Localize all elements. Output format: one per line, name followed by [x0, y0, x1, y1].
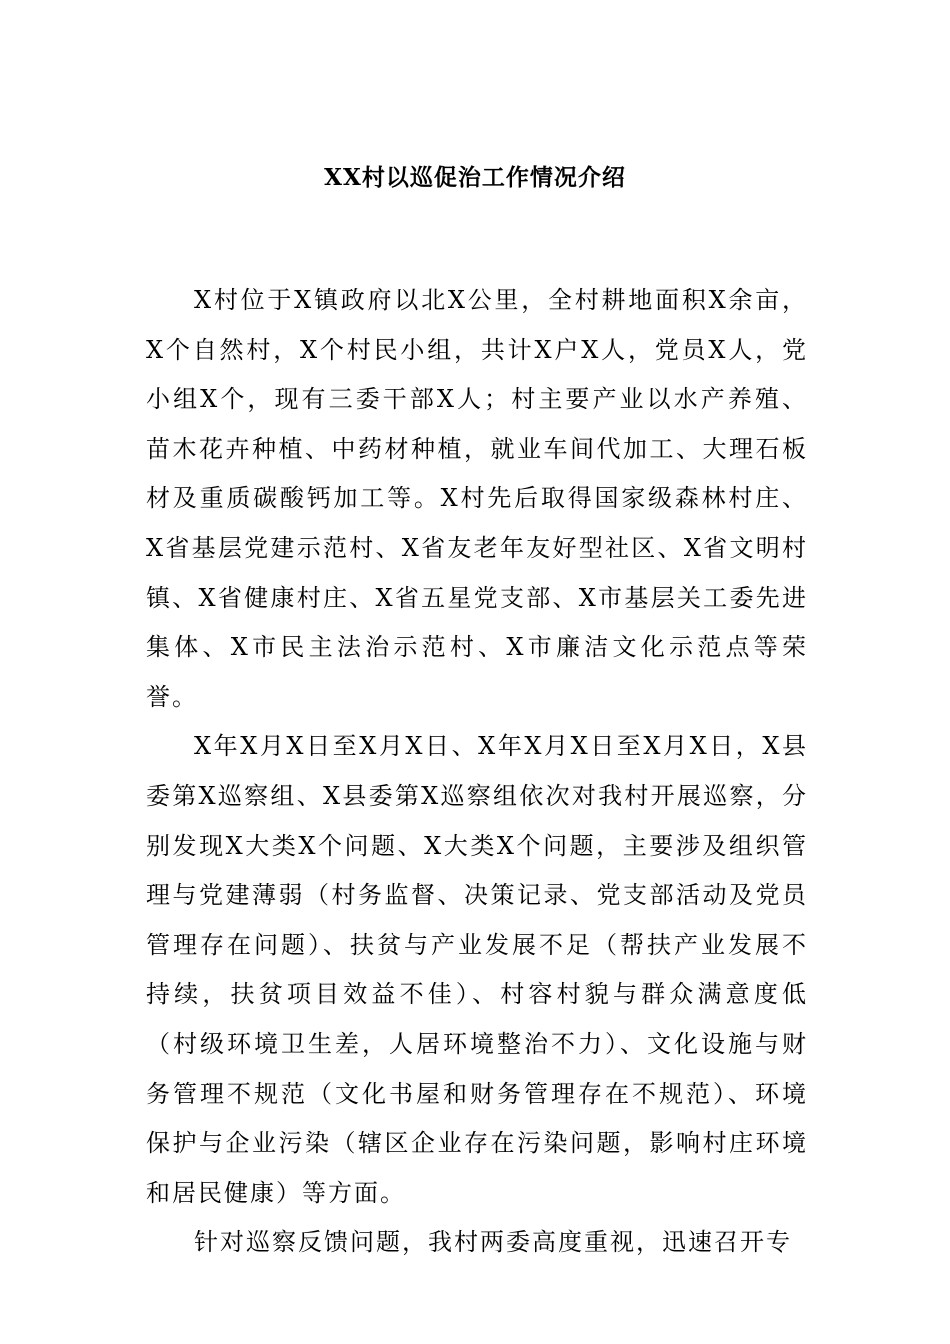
paragraph-village-overview: X村位于X镇政府以北X公里，全村耕地面积X余亩，X个自然村，X个村民小组，共计X户X人，党员X人，党小组X个，现有三委干部X人；村主要产业以水产养殖、苗木花卉种植、中药材种植，就业车间代加工、大理石板材及重质碳酸钙加工等。X村先后取得国家级森林村庄、X省基层党建示范村、X省友老年友好型社区、X省文明村镇、X省健康村庄、X省五星党支部、X市基层关工委先进集体、X市民主法治示范村、X市廉洁文化示范点等荣誉。: [146, 286, 808, 711]
paragraph-inspection-findings: X年X月X日至X月X日、X年X月X日至X月X日，X县委第X巡察组、X县委第X巡察组依次对我村开展巡察，分别发现X大类X个问题、X大类X个问题，主要涉及组织管理与党建薄弱（村务监督、决策记录、党支部活动及党员管理存在问题）、扶贫与产业发展不足（帮扶产业发展不持续，扶贫项目效益不佳）、村容村貌与群众满意度低（村级环境卫生差，人居环境整治不力）、文化设施与财务管理不规范（文化书屋和财务管理存在不规范）、环境保护与企业污染（辖区企业存在污染问题，影响村庄环境和居民健康）等方面。: [146, 732, 808, 1207]
paragraph-rectification: 针对巡察反馈问题，我村两委高度重视，迅速召开专: [194, 1228, 792, 1257]
document-body: [146, 276, 808, 1268]
document-title: XX村以巡促治工作情况介绍: [324, 164, 626, 191]
